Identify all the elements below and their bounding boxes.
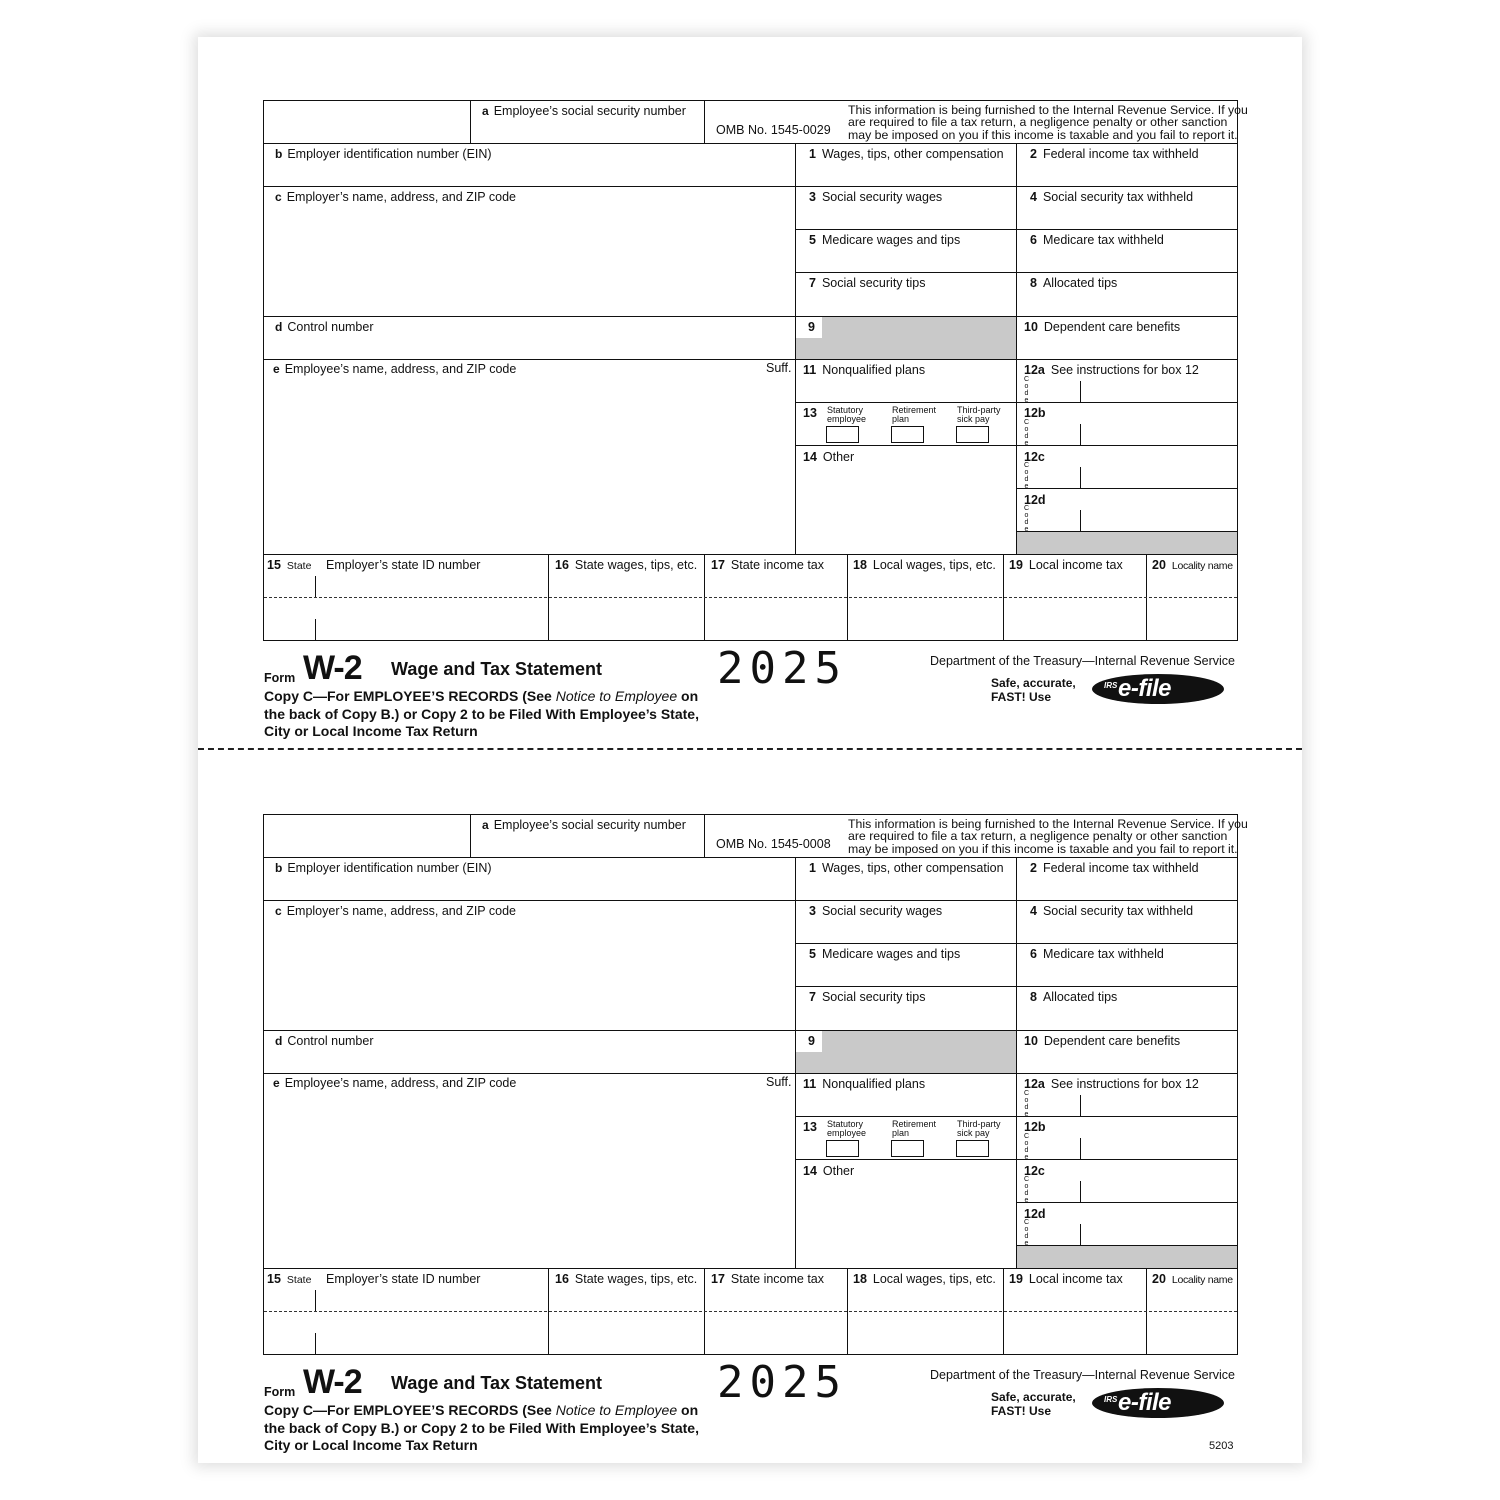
box-7-label: 7 Social security tips [809, 990, 926, 1004]
retirement-plan-label: Retirement plan [892, 405, 937, 424]
box-a-label: a Employee’s social security number [482, 818, 686, 832]
box-18-label: 18 Local wages, tips, etc. [853, 1272, 996, 1286]
box-b-label: b Employer identification number (EIN) [275, 861, 492, 875]
box-20-label: 20 Locality name [1152, 1272, 1233, 1286]
third-party-sick-pay-checkbox[interactable] [956, 426, 989, 443]
irs-efile-logo: IRS e-file [1092, 674, 1224, 704]
box-c-label: c Employer’s name, address, and ZIP code [275, 904, 516, 918]
form-name: W-2 [303, 649, 362, 687]
omb-number: OMB No. 1545-0008 [716, 837, 831, 851]
box-3-label: 3 Social security wages [809, 190, 943, 204]
tax-year: 2025 [717, 1357, 847, 1408]
form-word: Form [264, 671, 296, 685]
box12-shade [1017, 532, 1237, 554]
box-9-label: 9 [808, 320, 815, 334]
box-12b-label: 12b [1024, 406, 1046, 420]
box-8-label: 8 Allocated tips [1030, 990, 1118, 1004]
code-label-12a: Code [1023, 376, 1030, 404]
retirement-plan-checkbox[interactable] [891, 426, 924, 443]
box-10-label: 10 Dependent care benefits [1024, 320, 1181, 334]
box-16-label: 16 State wages, tips, etc. [555, 1272, 698, 1286]
box-e-label: e Employee’s name, address, and ZIP code [273, 362, 517, 376]
tax-year: 2025 [717, 643, 847, 694]
code-label-12d: Code [1023, 505, 1030, 533]
third-party-sick-pay-checkbox[interactable] [956, 1140, 989, 1157]
box-5-label: 5 Medicare wages and tips [809, 233, 961, 247]
third-party-sick-pay-label: Third-party sick pay [957, 405, 1001, 424]
employer-state-id-label: Employer’s state ID number [326, 1272, 481, 1286]
box-9-label: 9 [808, 1034, 815, 1048]
box-13-label: 13 [803, 406, 817, 420]
suffix-label: Suff. [766, 1075, 792, 1089]
box-4-label: 4 Social security tax withheld [1030, 190, 1194, 204]
code-label-12c: Code [1023, 1176, 1030, 1204]
form-word: Form [264, 1385, 296, 1399]
box-2-label: 2 Federal income tax withheld [1030, 147, 1199, 161]
box-18-label: 18 Local wages, tips, etc. [853, 558, 996, 572]
box-1-label: 1 Wages, tips, other compensation [809, 147, 1004, 161]
box-12b-label: 12b [1024, 1120, 1046, 1134]
efile-tagline: Safe, accurate, FAST! Use [991, 676, 1076, 704]
box-2-label: 2 Federal income tax withheld [1030, 861, 1199, 875]
box-12d-label: 12d [1024, 493, 1046, 507]
box-12a-label: 12a See instructions for box 12 [1024, 1077, 1199, 1091]
efile-tagline: Safe, accurate, FAST! Use [991, 1390, 1076, 1418]
box-e-label: e Employee’s name, address, and ZIP code [273, 1076, 517, 1090]
code-label-12a: Code [1023, 1090, 1030, 1118]
box-1-label: 1 Wages, tips, other compensation [809, 861, 1004, 875]
box-5-label: 5 Medicare wages and tips [809, 947, 961, 961]
box-12a-label: 12a See instructions for box 12 [1024, 363, 1199, 377]
copy-designation: Copy C—For EMPLOYEE’S RECORDS (See Notice to Employee on the back of Copy B.) or Copy 2 to be Filed With Employee’s State, City or Local Income Tax Return [264, 688, 699, 739]
box-16-label: 16 State wages, tips, etc. [555, 558, 698, 572]
box-14-label: 14 Other [803, 1164, 855, 1178]
box-12c-label: 12c [1024, 1164, 1045, 1178]
retirement-plan-checkbox[interactable] [891, 1140, 924, 1157]
third-party-sick-pay-label: Third-party sick pay [957, 1119, 1001, 1138]
box-12c-label: 12c [1024, 450, 1045, 464]
code-label-12d: Code [1023, 1219, 1030, 1247]
box9-shade-lower [796, 338, 822, 359]
box-6-label: 6 Medicare tax withheld [1030, 947, 1164, 961]
box-13-label: 13 [803, 1120, 817, 1134]
box-19-label: 19 Local income tax [1009, 1272, 1123, 1286]
department-label: Department of the Treasury—Internal Revenue Service [930, 1368, 1236, 1382]
copy-designation: Copy C—For EMPLOYEE’S RECORDS (See Notice to Employee on the back of Copy B.) or Copy 2 to be Filed With Employee’s State, City or Local Income Tax Return [264, 1402, 699, 1453]
statutory-employee-checkbox[interactable] [826, 1140, 859, 1157]
box-c-label: c Employer’s name, address, and ZIP code [275, 190, 516, 204]
suffix-label: Suff. [766, 361, 792, 375]
box-12d-label: 12d [1024, 1207, 1046, 1221]
department-label: Department of the Treasury—Internal Revenue Service [930, 654, 1236, 668]
code-label-12b: Code [1023, 419, 1030, 447]
form-title: Wage and Tax Statement [391, 1373, 603, 1393]
w2-copy-bottom [0, 714, 1500, 1464]
box9-shade-lower [796, 1052, 822, 1073]
statutory-employee-checkbox[interactable] [826, 426, 859, 443]
box-8-label: 8 Allocated tips [1030, 276, 1118, 290]
statutory-employee-label: Statutory employee [827, 405, 867, 424]
irs-notice: This information is being furnished to the Internal Revenue Service. If you are required to file a tax return, a negligence penalty or other sanction may be imposed on you if this income is taxable and you fail to report it. [848, 817, 1248, 856]
box-17-label: 17 State income tax [711, 1272, 825, 1286]
box-19-label: 19 Local income tax [1009, 558, 1123, 572]
box-15-label: 15 State [267, 558, 312, 572]
box-15-label: 15 State [267, 1272, 312, 1286]
box-d-label: d Control number [275, 320, 374, 334]
box9-shade [822, 317, 1016, 359]
box-a-label: a Employee’s social security number [482, 104, 686, 118]
irs-notice: This information is being furnished to the Internal Revenue Service. If you are required to file a tax return, a negligence penalty or other sanction may be imposed on you if this income is taxable and you fail to report it. [848, 103, 1248, 142]
omb-number: OMB No. 1545-0029 [716, 123, 831, 137]
statutory-employee-label: Statutory employee [827, 1119, 867, 1138]
box-20-label: 20 Locality name [1152, 558, 1233, 572]
box-17-label: 17 State income tax [711, 558, 825, 572]
box-11-label: 11 Nonqualified plans [803, 1077, 926, 1091]
box-7-label: 7 Social security tips [809, 276, 926, 290]
box-10-label: 10 Dependent care benefits [1024, 1034, 1181, 1048]
retirement-plan-label: Retirement plan [892, 1119, 937, 1138]
box-3-label: 3 Social security wages [809, 904, 943, 918]
form-name: W-2 [303, 1363, 362, 1401]
box-4-label: 4 Social security tax withheld [1030, 904, 1194, 918]
box9-shade [822, 1031, 1016, 1073]
box-6-label: 6 Medicare tax withheld [1030, 233, 1164, 247]
box-11-label: 11 Nonqualified plans [803, 363, 926, 377]
code-label-12b: Code [1023, 1133, 1030, 1161]
form-number: 5203 [1209, 1440, 1234, 1452]
irs-efile-logo: IRS e-file [1092, 1388, 1224, 1418]
box-b-label: b Employer identification number (EIN) [275, 147, 492, 161]
form-title: Wage and Tax Statement [391, 659, 603, 679]
employer-state-id-label: Employer’s state ID number [326, 558, 481, 572]
box12-shade [1017, 1246, 1237, 1268]
box-14-label: 14 Other [803, 450, 855, 464]
code-label-12c: Code [1023, 462, 1030, 490]
box-d-label: d Control number [275, 1034, 374, 1048]
